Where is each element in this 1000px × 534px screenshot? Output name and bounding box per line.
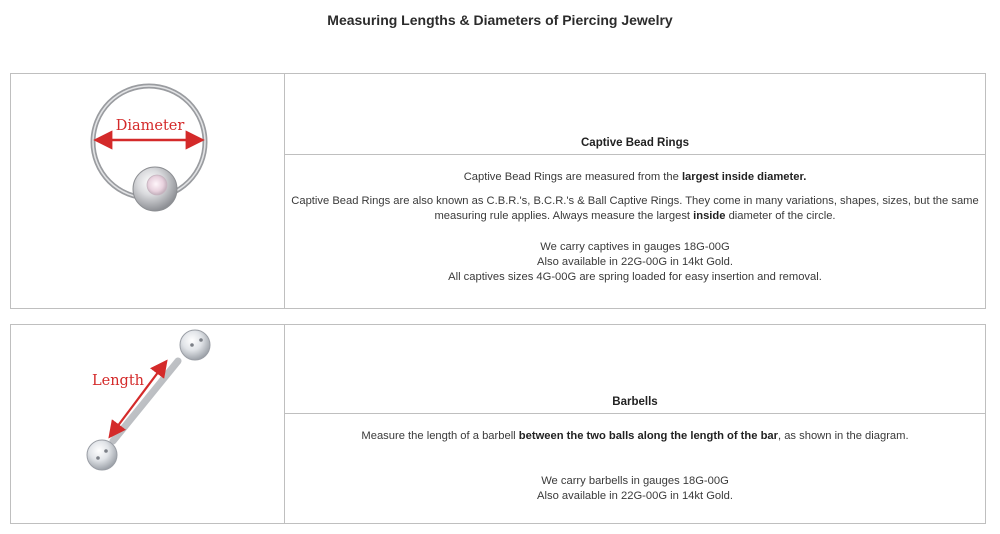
captive-bead-rings-description (285, 155, 985, 285)
top-ball-dimple (199, 338, 203, 342)
bead-gem (147, 175, 167, 195)
captive-ring-diagram (11, 74, 285, 308)
page-title: Measuring Lengths & Diameters of Piercing Jewelry (327, 12, 673, 28)
rings-paragraph-2: Captive Bead Rings are also known as C.B.R.'s, B.C.R.'s & Ball Captive Rings. They come in many variations, shapes, sizes, but the same measuring rule applies. Always measure the largest inside diameter of the circle. (291, 195, 979, 222)
barbell-bottom-ball (87, 440, 117, 470)
barbells-gold-info: Also available in 22G-00G in 14kt Gold. (537, 490, 733, 502)
rings-paragraph-1: Captive Bead Rings are measured from the largest inside diameter. (463, 171, 807, 183)
captive-bead-rings-heading: Captive Bead Rings (285, 74, 985, 155)
rings-spring-info: All captives sizes 4G-00G are spring loaded for easy insertion and removal. (448, 271, 822, 283)
barbells-heading: Barbells (285, 325, 985, 414)
captive-ring-illustration (11, 74, 285, 310)
barbells-description (285, 414, 985, 504)
rings-gold-info: Also available in 22G-00G in 14kt Gold. (537, 256, 733, 268)
barbell-diagram (11, 325, 285, 523)
barbells-gauges-info: We carry barbells in gauges 18G-00G (541, 475, 729, 487)
captive-bead-rings-section (10, 73, 986, 309)
barbell-top-ball (180, 330, 210, 360)
barbell-illustration (11, 325, 285, 525)
length-label: Length (92, 373, 144, 389)
barbells-section (10, 324, 986, 524)
barbells-paragraph-1: Measure the length of a barbell between the two balls along the length of the bar, as shown in the diagram. (361, 430, 909, 442)
bottom-ball-dimple (104, 449, 108, 453)
diameter-label: Diameter (115, 118, 185, 134)
bottom-ball-dimple (96, 456, 100, 460)
rings-gauges-info: We carry captives in gauges 18G-00G (540, 241, 730, 253)
top-ball-dimple (190, 343, 194, 347)
